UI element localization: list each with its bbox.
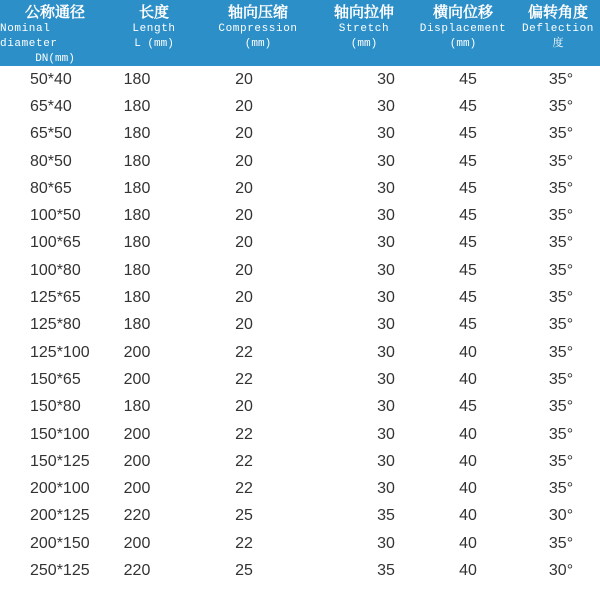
header-zh: 横向位移 <box>432 3 493 21</box>
header-nominal-diameter <box>0 0 110 66</box>
stretch-cell: 30 <box>377 452 395 470</box>
length-cell: 180 <box>123 179 151 197</box>
compression-cell: 20 <box>235 234 253 252</box>
displacement-cell: 45 <box>459 152 477 170</box>
compression-cell: 25 <box>235 507 253 525</box>
displacement-cell: 45 <box>459 234 477 252</box>
displacement-cell: 45 <box>459 179 477 197</box>
compression-cell: 22 <box>235 425 253 443</box>
header-unit: L (mm) <box>134 38 174 50</box>
table-header <box>0 0 600 66</box>
stretch-cell: 35 <box>377 561 395 579</box>
table-row <box>0 366 600 393</box>
compression-cell: 20 <box>235 316 253 334</box>
stretch-cell: 30 <box>377 152 395 170</box>
header-en: Displacement <box>419 23 507 35</box>
displacement-cell: 45 <box>459 70 477 88</box>
header-deflection <box>516 0 600 66</box>
compression-cell: 22 <box>235 370 253 388</box>
compression-cell: 22 <box>235 480 253 498</box>
compression-cell: 20 <box>235 152 253 170</box>
nominal-diameter-cell: 100*65 <box>30 234 81 252</box>
stretch-cell: 30 <box>377 70 395 88</box>
header-compression <box>198 0 318 66</box>
header-unit: (mm) <box>449 38 477 50</box>
deflection-cell: 35° <box>548 343 574 361</box>
deflection-cell: 35° <box>548 179 574 197</box>
deflection-cell: 35° <box>548 316 574 334</box>
stretch-cell: 30 <box>377 398 395 416</box>
stretch-cell: 30 <box>377 261 395 279</box>
nominal-diameter-cell: 100*50 <box>30 207 81 225</box>
deflection-cell: 35° <box>548 207 574 225</box>
table-row <box>0 93 600 120</box>
table-row <box>0 121 600 148</box>
displacement-cell: 45 <box>459 125 477 143</box>
stretch-cell: 30 <box>377 343 395 361</box>
deflection-cell: 35° <box>548 370 574 388</box>
compression-cell: 20 <box>235 179 253 197</box>
table-row <box>0 202 600 229</box>
header-en: Nominal diameter <box>0 23 58 50</box>
nominal-diameter-cell: 200*125 <box>30 507 90 525</box>
displacement-cell: 40 <box>459 343 477 361</box>
length-cell: 180 <box>123 289 151 307</box>
displacement-cell: 40 <box>459 452 477 470</box>
compression-cell: 22 <box>235 343 253 361</box>
nominal-diameter-cell: 125*65 <box>30 289 81 307</box>
nominal-diameter-cell: 65*40 <box>30 97 72 115</box>
deflection-cell: 35° <box>548 234 574 252</box>
compression-cell: 20 <box>235 261 253 279</box>
length-cell: 180 <box>123 70 151 88</box>
length-cell: 180 <box>123 97 151 115</box>
length-cell: 180 <box>123 398 151 416</box>
length-cell: 200 <box>123 425 151 443</box>
deflection-cell: 35° <box>548 425 574 443</box>
stretch-cell: 30 <box>377 125 395 143</box>
length-cell: 180 <box>123 234 151 252</box>
deflection-cell: 35° <box>548 125 574 143</box>
table-row <box>0 394 600 421</box>
length-cell: 200 <box>123 452 151 470</box>
compression-cell: 25 <box>235 561 253 579</box>
table-row <box>0 148 600 175</box>
displacement-cell: 40 <box>459 561 477 579</box>
nominal-diameter-cell: 100*80 <box>30 261 81 279</box>
deflection-cell: 35° <box>548 70 574 88</box>
displacement-cell: 45 <box>459 316 477 334</box>
length-cell: 180 <box>123 152 151 170</box>
displacement-cell: 40 <box>459 507 477 525</box>
stretch-cell: 30 <box>377 207 395 225</box>
compression-cell: 20 <box>235 70 253 88</box>
header-en: Deflection <box>521 23 594 35</box>
header-en: Stretch <box>338 23 390 35</box>
deflection-cell: 35° <box>548 534 574 552</box>
deflection-cell: 35° <box>548 452 574 470</box>
displacement-cell: 45 <box>459 207 477 225</box>
displacement-cell: 45 <box>459 289 477 307</box>
nominal-diameter-cell: 150*65 <box>30 370 81 388</box>
nominal-diameter-cell: 150*100 <box>30 425 90 443</box>
header-en: Length <box>132 23 176 35</box>
length-cell: 180 <box>123 207 151 225</box>
table-row <box>0 284 600 311</box>
table-row <box>0 557 600 584</box>
table-row <box>0 312 600 339</box>
nominal-diameter-cell: 65*50 <box>30 125 72 143</box>
table-row <box>0 230 600 257</box>
compression-cell: 20 <box>235 125 253 143</box>
header-zh: 长度 <box>138 3 169 21</box>
displacement-cell: 40 <box>459 480 477 498</box>
header-zh: 轴向拉伸 <box>333 3 394 21</box>
table-row <box>0 503 600 530</box>
table-row <box>0 421 600 448</box>
nominal-diameter-cell: 200*100 <box>30 480 90 498</box>
table-row <box>0 175 600 202</box>
header-stretch <box>318 0 410 66</box>
deflection-cell: 35° <box>548 398 574 416</box>
stretch-cell: 30 <box>377 234 395 252</box>
compression-cell: 22 <box>235 452 253 470</box>
header-zh: 偏转角度 <box>527 3 588 21</box>
compression-cell: 20 <box>235 207 253 225</box>
stretch-cell: 30 <box>377 179 395 197</box>
deflection-cell: 30° <box>548 561 574 579</box>
table-row <box>0 257 600 284</box>
displacement-cell: 40 <box>459 534 477 552</box>
header-unit: (mm) <box>350 38 378 50</box>
stretch-cell: 30 <box>377 425 395 443</box>
length-cell: 220 <box>123 507 151 525</box>
compression-cell: 20 <box>235 398 253 416</box>
compression-cell: 20 <box>235 289 253 307</box>
deflection-cell: 35° <box>548 480 574 498</box>
nominal-diameter-cell: 80*50 <box>30 152 72 170</box>
table-row <box>0 530 600 557</box>
header-zh: 轴向压缩 <box>227 3 288 21</box>
nominal-diameter-cell: 125*80 <box>30 316 81 334</box>
table-row <box>0 66 600 93</box>
nominal-diameter-cell: 200*150 <box>30 534 90 552</box>
length-cell: 200 <box>123 370 151 388</box>
length-cell: 200 <box>123 480 151 498</box>
length-cell: 180 <box>123 316 151 334</box>
stretch-cell: 35 <box>377 507 395 525</box>
header-zh: 公称通径 <box>24 3 85 21</box>
compression-cell: 20 <box>235 97 253 115</box>
stretch-cell: 30 <box>377 316 395 334</box>
length-cell: 200 <box>123 534 151 552</box>
stretch-cell: 30 <box>377 370 395 388</box>
table-row <box>0 339 600 366</box>
displacement-cell: 45 <box>459 398 477 416</box>
header-unit: (mm) <box>244 38 272 50</box>
table-body <box>0 66 600 585</box>
nominal-diameter-cell: 80*65 <box>30 179 72 197</box>
nominal-diameter-cell: 150*80 <box>30 398 81 416</box>
table-row <box>0 448 600 475</box>
table-row <box>0 475 600 502</box>
deflection-cell: 35° <box>548 97 574 115</box>
nominal-diameter-cell: 150*125 <box>30 452 90 470</box>
header-unit: 度 <box>552 38 564 50</box>
header-displacement <box>410 0 516 66</box>
deflection-cell: 35° <box>548 289 574 307</box>
stretch-cell: 30 <box>377 97 395 115</box>
stretch-cell: 30 <box>377 534 395 552</box>
displacement-cell: 45 <box>459 97 477 115</box>
nominal-diameter-cell: 250*125 <box>30 561 90 579</box>
length-cell: 200 <box>123 343 151 361</box>
displacement-cell: 40 <box>459 425 477 443</box>
length-cell: 180 <box>123 261 151 279</box>
header-length <box>110 0 198 66</box>
length-cell: 220 <box>123 561 151 579</box>
header-unit: DN(mm) <box>35 53 75 65</box>
header-en: Compression <box>218 23 298 35</box>
deflection-cell: 30° <box>548 507 574 525</box>
deflection-cell: 35° <box>548 152 574 170</box>
nominal-diameter-cell: 50*40 <box>30 70 72 88</box>
stretch-cell: 30 <box>377 480 395 498</box>
stretch-cell: 30 <box>377 289 395 307</box>
nominal-diameter-cell: 125*100 <box>30 343 90 361</box>
compression-cell: 22 <box>235 534 253 552</box>
deflection-cell: 35° <box>548 261 574 279</box>
length-cell: 180 <box>123 125 151 143</box>
displacement-cell: 40 <box>459 370 477 388</box>
displacement-cell: 45 <box>459 261 477 279</box>
